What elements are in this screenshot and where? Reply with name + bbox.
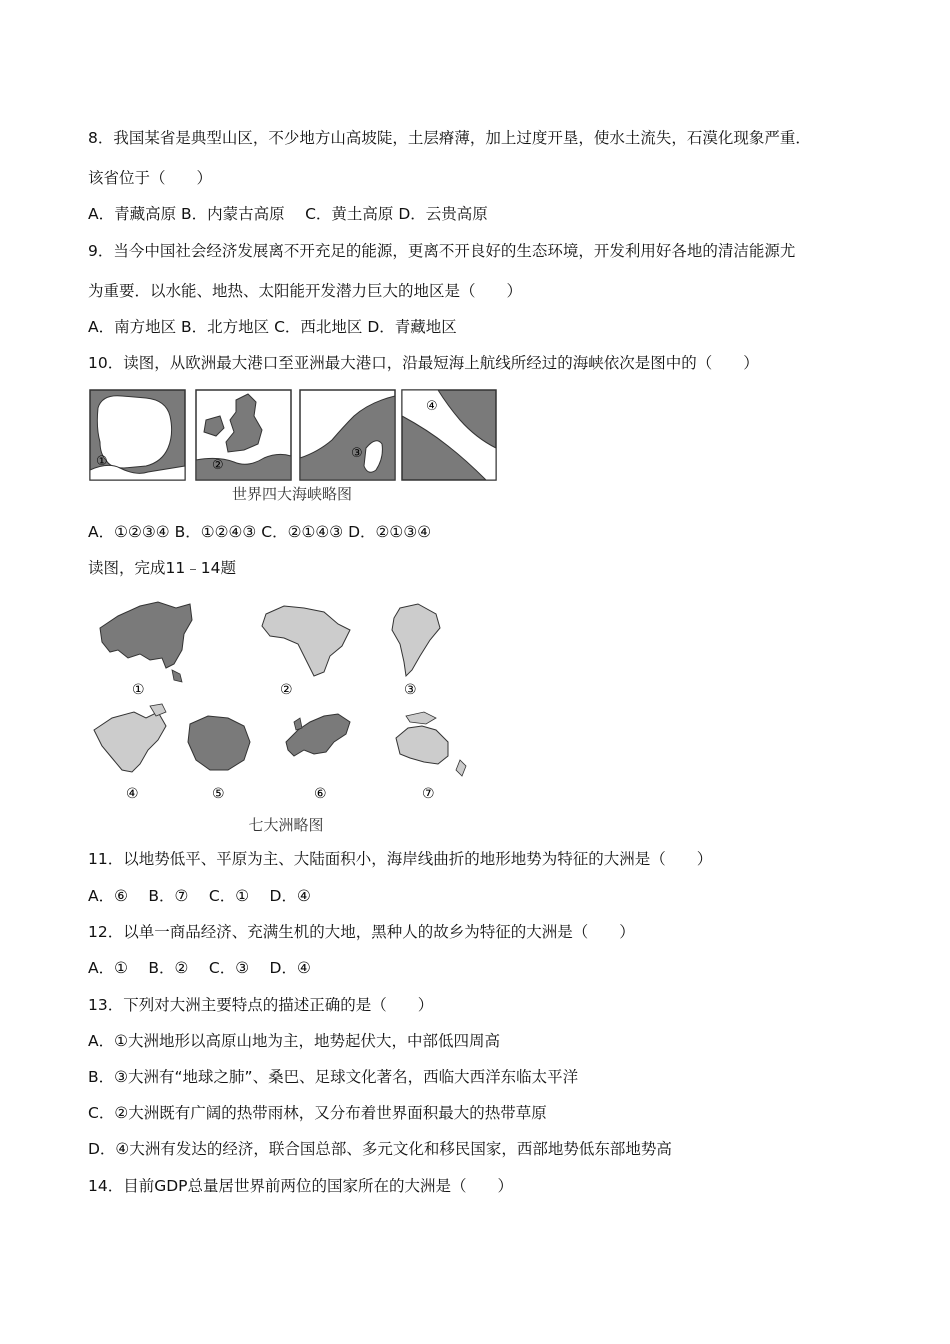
continent-label-4: ④ (126, 786, 139, 802)
continent-label-7: ⑦ (422, 786, 435, 802)
q8-options: A．青藏高原 B．内蒙古高原 C．黄土高原 D．云贵高原 (88, 205, 488, 223)
q13-option-c: C．②大洲既有广阔的热带雨林，又分布着世界面积最大的热带草原 (88, 1104, 547, 1122)
strait-label-4: ④ (426, 399, 438, 414)
continent-label-2: ② (280, 682, 293, 698)
strait-figure (88, 386, 498, 510)
strait-label-3: ③ (351, 446, 363, 461)
q9-stem-line1: 9．当今中国社会经济发展离不开充足的能源，更离不开良好的生态环境，开发利用好各地的清洁能源尤 (88, 242, 796, 260)
strait-panel-1 (90, 390, 185, 480)
strait-figure-caption: 世界四大海峡略图 (231, 485, 352, 503)
continent-antarctica (188, 716, 250, 802)
continent-africa (262, 606, 350, 698)
continent-label-3: ③ (404, 682, 417, 698)
q13-option-a: A．①大洲地形以高原山地为主，地势起伏大，中部低四周高 (88, 1032, 501, 1050)
q13-stem: 13．下列对大洲主要特点的描述正确的是（ ） (88, 996, 434, 1014)
q10-stem: 10．读图，从欧洲最大港口至亚洲最大港口，沿最短海上航线所经过的海峡依次是图中的（ ） (88, 354, 759, 372)
q14-stem: 14．目前GDP总量居世界前两位的国家所在的大洲是（ ） (88, 1177, 514, 1195)
strait-label-1: ① (96, 454, 108, 469)
q9-stem-line2: 为重要．以水能、地热、太阳能开发潜力巨大的地区是（ ） (88, 282, 523, 300)
q11-options: A．⑥ B．⑦ C．① D．④ (88, 887, 311, 905)
strait-panel-4 (402, 390, 496, 480)
continent-asia (100, 602, 192, 698)
q12-stem: 12．以单一商品经济、充满生机的大地，黑种人的故乡为特征的大洲是（ ） (88, 923, 635, 941)
q11-stem: 11．以地势低平、平原为主、大陆面积小，海岸线曲折的地形地势为特征的大洲是（ ） (88, 850, 713, 868)
q13-option-d: D．④大洲有发达的经济，联合国总部、多元文化和移民国家，西部地势低东部地势高 (88, 1140, 672, 1158)
strait-panel-2 (196, 390, 291, 480)
q12-options: A．① B．② C．③ D．④ (88, 959, 311, 977)
continent-figure-caption: 七大洲略图 (248, 816, 324, 834)
strait-panel-3 (300, 390, 395, 480)
continent-oceania (396, 712, 466, 802)
continent-label-6: ⑥ (314, 786, 327, 802)
continent-map-svg (88, 594, 483, 838)
strait-label-2: ② (212, 458, 224, 473)
q13-option-b: B．③大洲有“地球之肺”、桑巴、足球文化著名，西临大西洋东临太平洋 (88, 1068, 579, 1086)
continent-label-1: ① (132, 682, 145, 698)
continent-figure (88, 594, 483, 838)
q8-stem-line2: 该省位于（ ） (88, 169, 213, 187)
q10-options: A．①②③④ B．①②④③ C．②①④③ D．②①③④ (88, 523, 432, 541)
continent-label-5: ⑤ (212, 786, 225, 802)
intro-11-14: 读图，完成11﹣14题 (88, 559, 236, 577)
continent-north-america (94, 704, 166, 802)
continent-south-america (392, 604, 440, 698)
continent-europe (286, 714, 350, 802)
q9-options: A．南方地区 B．北方地区 C．西北地区 D．青藏地区 (88, 318, 457, 336)
q8-stem-line1: 8．我国某省是典型山区，不少地方山高坡陡，土层瘠薄，加上过度开垦，使水土流失，石漠化现象严重． (88, 129, 811, 147)
